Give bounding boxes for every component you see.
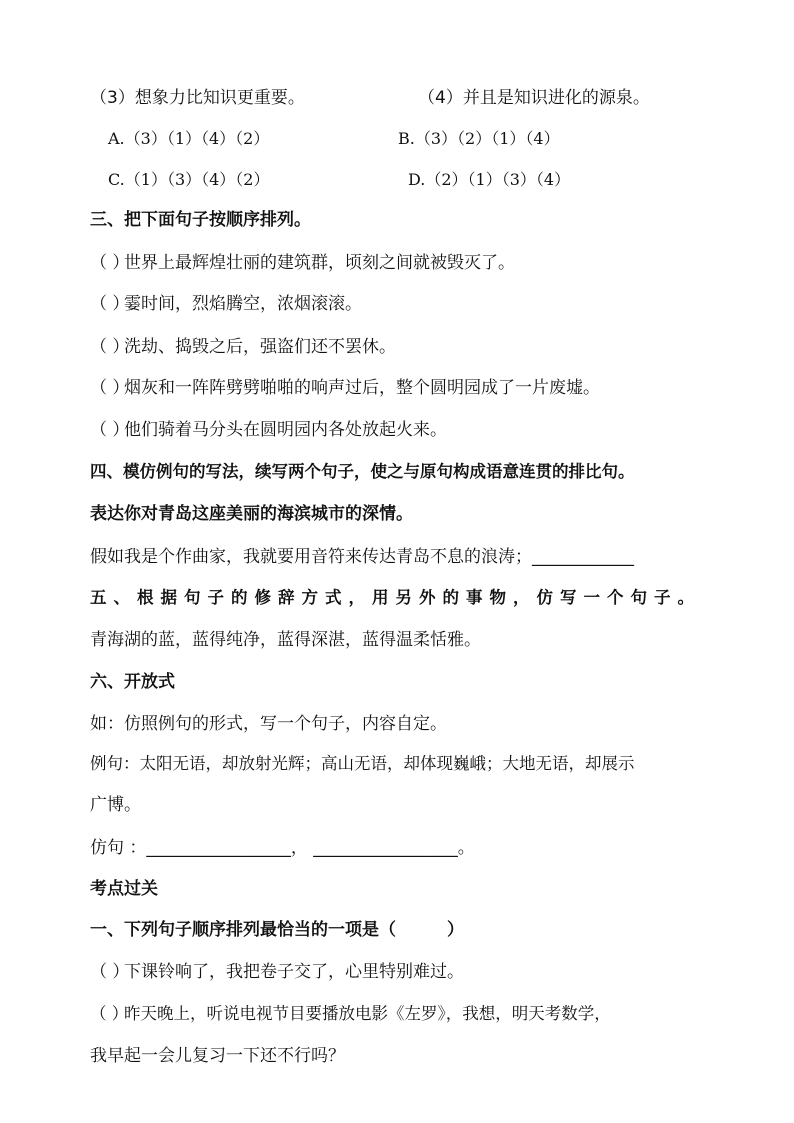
section6-instruction: 如：仿照例句的形式，写一个句子，内容自定。 bbox=[90, 714, 447, 734]
list-item-text: 下课铃响了，我把卷子交了，心里特别难过。 bbox=[124, 962, 464, 982]
section5-example: 青海湖的蓝，蓝得纯净，蓝得深湛，蓝得温柔恬雅。 bbox=[90, 630, 481, 650]
option-a: A.（3）（1）（4）（2） bbox=[108, 129, 270, 148]
list-item-text: 洗劫、捣毁之后，强盗们还不罢休。 bbox=[124, 337, 396, 357]
item-3: （3）想象力比知识更重要。 bbox=[90, 88, 305, 108]
list-item bbox=[90, 960, 464, 984]
section4-example: 假如我是个作曲家，我就要用音符来传达青岛不息的浪涛；____________ bbox=[90, 547, 634, 567]
option-c: C.（1）（3）（4）（2） bbox=[108, 170, 270, 189]
blank-paren[interactable]: （ ） bbox=[90, 962, 130, 982]
section6-example-cont: 广博。 bbox=[90, 795, 141, 815]
list-item bbox=[90, 292, 362, 316]
list-item-text: 霎时间，烈焰腾空，浓烟滚滚。 bbox=[124, 294, 362, 314]
exam-title: 考点过关 bbox=[90, 879, 158, 899]
section3-heading: 三、把下面句子按顺序排列。 bbox=[90, 210, 311, 230]
option-d: D.（2）（1）（3）（4） bbox=[408, 170, 571, 189]
option-b: B.（3）（2）（1）（4） bbox=[398, 129, 560, 148]
section6-heading: 六、开放式 bbox=[90, 672, 175, 692]
blank-paren[interactable]: （ ） bbox=[90, 294, 130, 314]
list-item-text: 昨天晚上，听说电视节目要播放电影《左罗》，我想，明天考数学， bbox=[124, 1004, 611, 1023]
section6-example: 例句：太阳无语，却放射光辉；高山无语，却体现巍峨；大地无语，却展示 bbox=[90, 754, 635, 773]
list-item-text: 他们骑着马分头在圆明园内各处放起火来。 bbox=[124, 420, 447, 440]
list-item bbox=[90, 251, 515, 275]
blank-paren[interactable]: （ ） bbox=[90, 337, 130, 357]
list-item-text: 烟灰和一阵阵劈劈啪啪的响声过后，整个圆明园成了一片废墟。 bbox=[124, 378, 600, 398]
list-item-text: 世界上最辉煌壮丽的建筑群，顷刻之间就被毁灭了。 bbox=[124, 253, 515, 273]
section4-heading: 四、模仿例句的写法，续写两个句子，使之与原句构成语意连贯的排比句。 bbox=[90, 462, 635, 481]
section5-heading: 五、根据句子的修辞方式，用另外的事物，仿写一个句子。 bbox=[90, 588, 701, 607]
blank-paren[interactable]: （ ） bbox=[90, 1004, 129, 1023]
list-item bbox=[90, 418, 447, 442]
list-item bbox=[90, 335, 396, 359]
blank-paren[interactable]: （ ） bbox=[90, 378, 130, 398]
list-item-cont: 我早起一会儿复习一下还不行吗？ bbox=[90, 1046, 345, 1066]
imitation-line[interactable]: 仿句 ：_________________， _________________。 bbox=[90, 838, 475, 858]
list-item bbox=[90, 1002, 611, 1026]
exam-q1-heading: 一、下列句子顺序排列最恰当的一项是（ ） bbox=[90, 920, 464, 940]
list-item bbox=[90, 376, 600, 400]
item-4: （4）并且是知识进化的源泉。 bbox=[418, 88, 650, 108]
section4-heading-cont: 表达你对青岛这座美丽的海滨城市的深情。 bbox=[90, 504, 413, 524]
blank-paren[interactable]: （ ） bbox=[90, 253, 130, 273]
blank-paren[interactable]: （ ） bbox=[90, 420, 130, 440]
